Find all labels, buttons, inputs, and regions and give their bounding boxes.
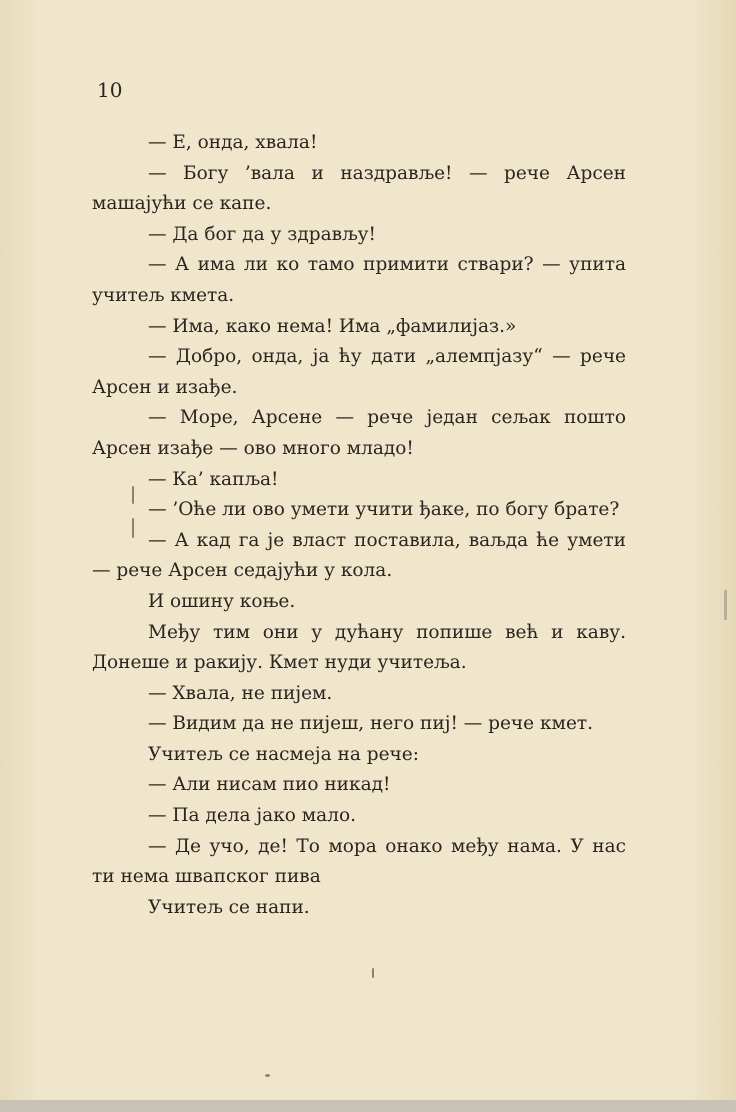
paper-speck <box>132 486 134 504</box>
paragraph: — Хвала, не пијем. <box>148 682 333 704</box>
paragraph: Међу тим они у дућану попише већ и каву. Донеше и ракију. Кмет нуди учитеља. <box>92 621 626 674</box>
paragraph: Учитељ се насмеја на рече: <box>148 743 419 765</box>
paragraph: — А има ли ко тамо примити ствари? — упита учитељ кмета. <box>92 254 626 306</box>
paragraph: — Богу ’вала и наздравље! — рече Арсен машаjући се капе. <box>92 162 626 215</box>
paragraph: — ’Оће ли ово умети учити ђаке, по богу брате? <box>148 499 620 521</box>
paper-speck <box>265 1074 270 1077</box>
paragraph: — Видим да не пијеш, него пиј! — рече кмет. <box>148 713 594 735</box>
paragraph: — Да бог да у здрављу! <box>148 223 376 245</box>
paragraph: — Али нисам пио никад! <box>148 774 391 796</box>
paragraph: — Има, како нема! Има „фамилијаз.» <box>148 315 517 337</box>
paragraph: Учитељ се напи. <box>148 896 310 918</box>
paragraph: — Е, онда, хвала! <box>148 132 318 153</box>
page-bottom-edge <box>0 1100 736 1112</box>
page-number: 10 <box>97 78 123 102</box>
paragraph: И ошину коње. <box>148 590 296 612</box>
paragraph: — Ка’ капља! <box>148 468 279 490</box>
paragraph: — Па дела јако мало. <box>148 805 356 827</box>
paragraph: — А кад га је власт поставила, ваљда ће умети — рече Арсен седајући у кола. <box>92 529 626 582</box>
body-text <box>92 128 626 923</box>
paper-speck <box>132 518 134 538</box>
paragraph: — Море, Арсене — рече један сељак пошто Арсен изађе — ово много младо! <box>92 407 626 459</box>
paper-speck <box>724 590 727 620</box>
paragraph: — Добро, онда, ја ћу дати „алемпјазу“ — рече Арсен и изађе. <box>92 346 626 398</box>
paper-speck <box>372 968 374 978</box>
paragraph: — Де учо, де! То мора онако међу нама. У нас ти нема швапског пива <box>92 835 626 888</box>
